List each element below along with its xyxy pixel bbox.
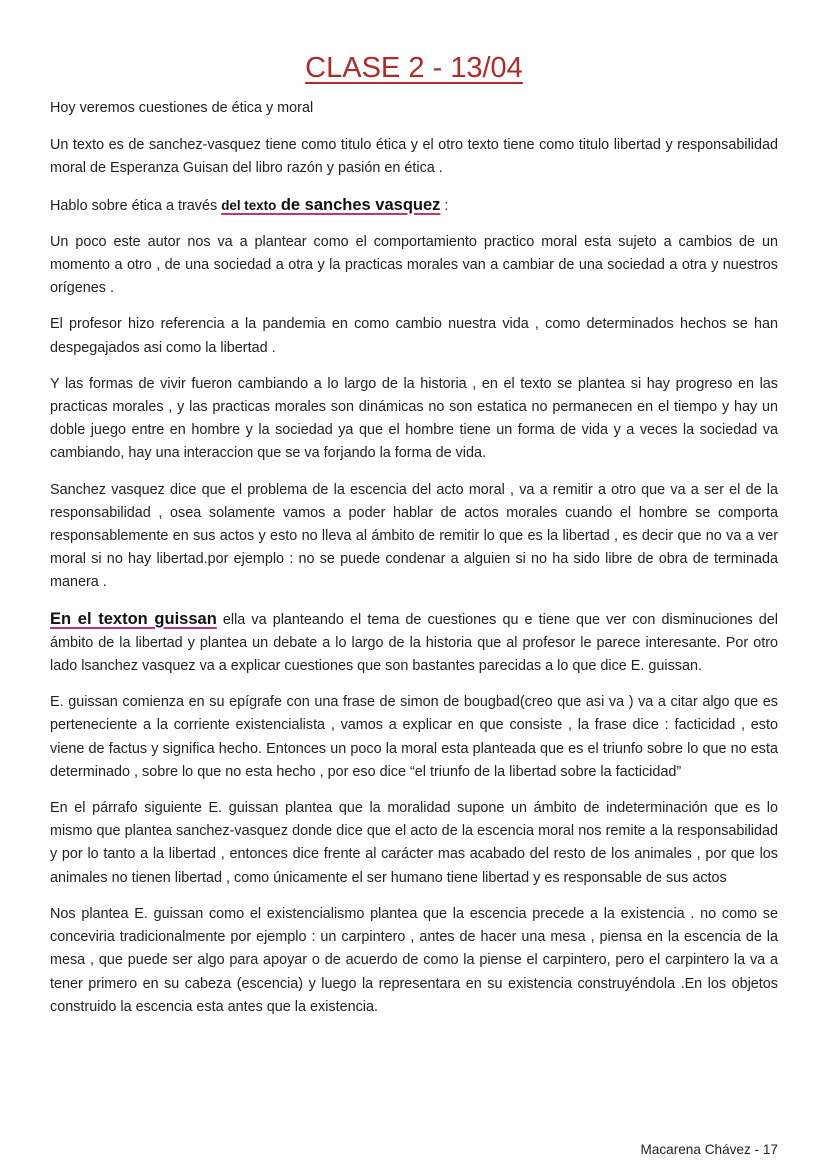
- paragraph-intro: Hoy veremos cuestiones de ética y moral: [50, 100, 314, 116]
- paragraph-texts: Un texto es de sanchez-vasquez tiene como titulo ética y el otro texto tiene como titulo libertad y responsabilidad moral de Esperanza Guisan del libro razón y pasión en ética .: [50, 137, 778, 177]
- paragraph-pandemia: El profesor hizo referencia a la pandemia en como cambio nuestra vida , como determinados hechos se han despegajados asi como la libertad .: [50, 316, 778, 356]
- highlight-texton-guissan: En el texton guissan: [50, 609, 217, 628]
- page-footer: Macarena Chávez - 17: [640, 1142, 778, 1157]
- paragraph-sanches-lead: Hablo sobre ética a través: [50, 197, 222, 214]
- paragraph-sanches: [50, 194, 778, 218]
- paragraph-formas-de-vivir: Y las formas de vivir fueron cambiando a lo largo de la historia , en el texto se plantea si hay progreso en las practicas morales , y las practicas morales son dinámicas no son estatica no permanecen en el tiempo y hay un doble juego entre en hombre y la sociedad ya que el hombre tiene un forma de vida y a veces la sociedad va cambiando, hay una interaccion que se va forjando la forma de vida.: [50, 375, 778, 462]
- paragraph-epigrafe: E. guissan comienza en su epígrafe con una frase de simon de bougbad(creo que asi va ) va a citar algo que es perteneciente a la corriente existencialista , vamos a explicar en que consiste , la frase dice : facticidad , esto viene de factus y significa hecho. Entonces un poco la moral esta planteada que es el triunfo sobre lo que no esta determinado , sobre lo que no esta hecho , por eso dice “el triunfo de la libertad sobre la facticidad”: [50, 694, 778, 780]
- paragraph-responsabilidad: Sanchez vasquez dice que el problema de la escencia del acto moral , va a remitir a otro que va a ser el de la responsabilidad , osea solamente vamos a poder hablar de actos morales cuando el hombre se comporta responsablemente en sus actos y esto no lleva al ámbito de remitir lo que es la libertad , es decir que no va a ver moral si no hay libertad.por ejemplo : no se puede condenar a alguien si no ha sido libre de obra de terminada manera .: [50, 481, 778, 591]
- paragraph-indeterminacion: En el párrafo siguiente E. guissan plantea que la moralidad supone un ámbito de indeterminación que es lo mismo que plantea sanchez-vasquez donde dice que el acto de la escencia moral nos remite a la responsabilidad y por lo tanto a la libertad , entonces dice frente al carácter mas acabado del resto de los animales , por que los animales no tienen libertad , como únicamente el ser humano tiene libertad y es responsable de sus actos: [50, 800, 778, 886]
- paragraph-guissan: [50, 608, 778, 679]
- paragraph-existencialismo: Nos plantea E. guissan como el existencialismo plantea que la escencia precede a la existencia . no como se conceviria tradicionalmente por ejemplo : un carpintero , antes de hacer una mesa , piensa en la escencia de la mesa , que puede ser algo para apoyar o de acuerdo de como la piense el carpintero, pero el carpintero la va a tener primero en su cabeza (escencia) y luego la representara en su existencia construyéndola .En los objetos construido la escencia esta antes que la existencia.: [50, 905, 778, 1015]
- document-body: [50, 97, 778, 1032]
- highlight-del-texto: del texto: [221, 197, 277, 213]
- highlight-sanches-vasquez: de sanches vasquez: [276, 195, 441, 214]
- paragraph-sanches-colon: :: [440, 197, 449, 214]
- page-title: CLASE 2 - 13/04: [305, 52, 523, 84]
- paragraph-guissan-rest: ella va planteando el tema de cuestiones qu e tiene que ver con disminuciones del ámbito de la libertad y plantea un debate a lo largo de la historia que al profesor le parece interesante. Por otro lado lsanchez vasquez va a explicar cuestiones que son bastantes parecidas a lo que dice E. guissan.: [50, 611, 778, 675]
- paragraph-comportamiento: Un poco este autor nos va a plantear como el comportamiento practico moral esta sujeto a cambios de un momento a otro , de una sociedad a otra y la practicas morales van a cambiar de una sociedad a otra y nuestros orígenes .: [50, 233, 778, 297]
